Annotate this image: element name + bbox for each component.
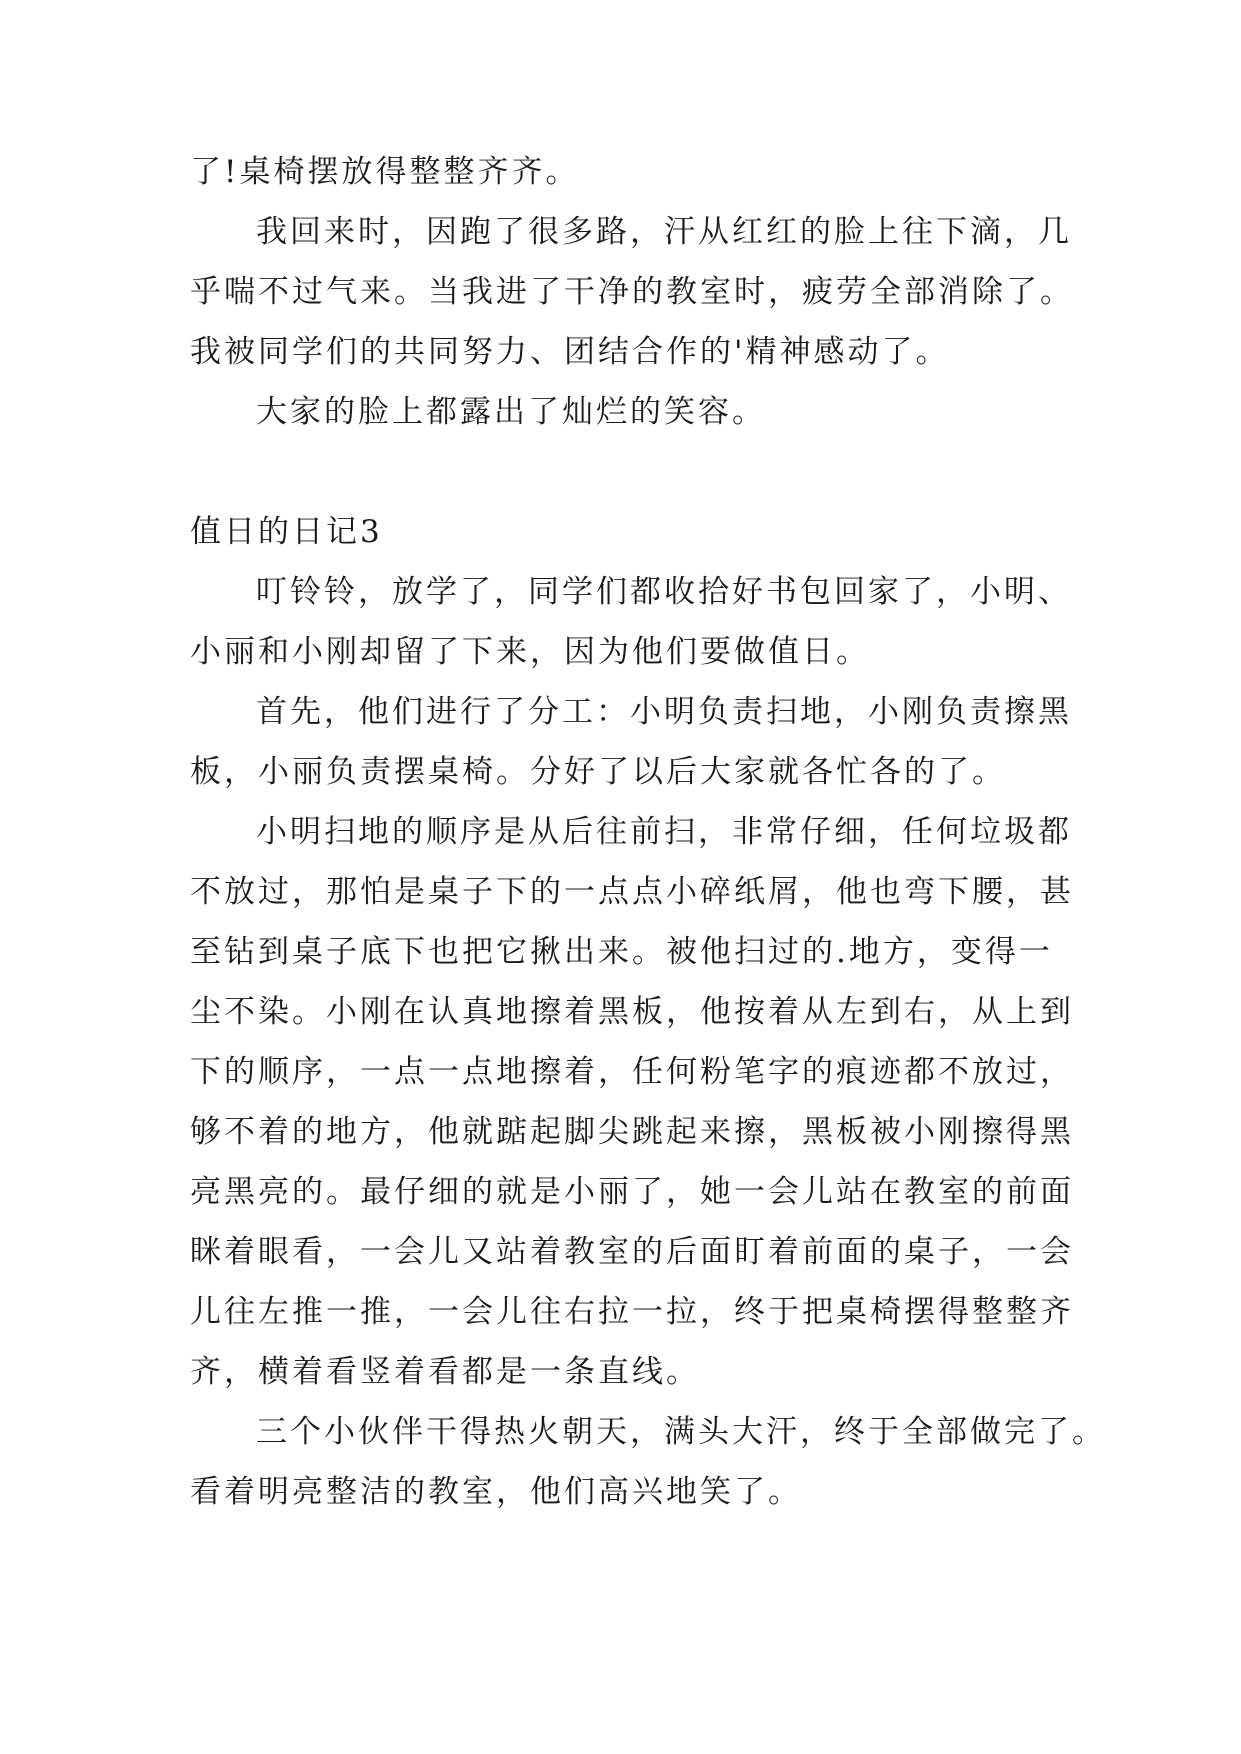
paragraph-line: 齐，横着看竖着看都是一条直线。 [190,1354,700,1390]
paragraph-line: 乎喘不过气来。当我进了干净的教室时，疲劳全部消除了。 [190,274,1074,310]
paragraph-line: 尘不染。小刚在认真地擦着黑板，他按着从左到右，从上到 [190,994,1074,1030]
paragraph-line: 看着明亮整洁的教室，他们高兴地笑了。 [190,1474,802,1510]
paragraph-line: 至钻到桌子底下也把它揪出来。被他扫过的.地方，变得一 [190,934,1053,970]
paragraph-line: 下的顺序，一点一点地擦着，任何粉笔字的痕迹都不放过， [190,1054,1074,1090]
paragraph-line: 叮铃铃，放学了，同学们都收拾好书包回家了，小明、 [256,574,1072,610]
paragraph-line: 大家的脸上都露出了灿烂的笑容。 [256,394,766,430]
paragraph-line: 小明扫地的顺序是从后往前扫，非常仔细，任何垃圾都 [256,814,1072,850]
paragraph-line: 板，小丽负责摆桌椅。分好了以后大家就各忙各的了。 [190,754,1006,790]
paragraph-line: 我被同学们的共同努力、团结合作的'精神感动了。 [190,334,950,370]
paragraph-line: 不放过，那怕是桌子下的一点点小碎纸屑，他也弯下腰，甚 [190,874,1074,910]
paragraph-line: 三个小伙伴干得热火朝天，满头大汗，终于全部做完了。 [256,1414,1106,1450]
paragraph-line: 亮黑亮的。最仔细的就是小丽了，她一会儿站在教室的前面 [190,1174,1074,1210]
paragraph-line: 首先，他们进行了分工：小明负责扫地，小刚负责擦黑 [256,694,1072,730]
section-title: 值日的日记3 [190,514,383,550]
paragraph-line: 够不着的地方，他就踮起脚尖跳起来擦，黑板被小刚擦得黑 [190,1114,1074,1150]
paragraph-line: 小丽和小刚却留了下来，因为他们要做值日。 [190,634,870,670]
paragraph-line: 了!桌椅摆放得整整齐齐。 [190,154,580,190]
paragraph-line: 儿往左推一推，一会儿往右拉一拉，终于把桌椅摆得整整齐 [190,1294,1074,1330]
paragraph-line: 眯着眼看，一会儿又站着教室的后面盯着前面的桌子，一会 [190,1234,1074,1270]
paragraph-line: 我回来时，因跑了很多路，汗从红红的脸上往下滴，几 [256,214,1072,250]
